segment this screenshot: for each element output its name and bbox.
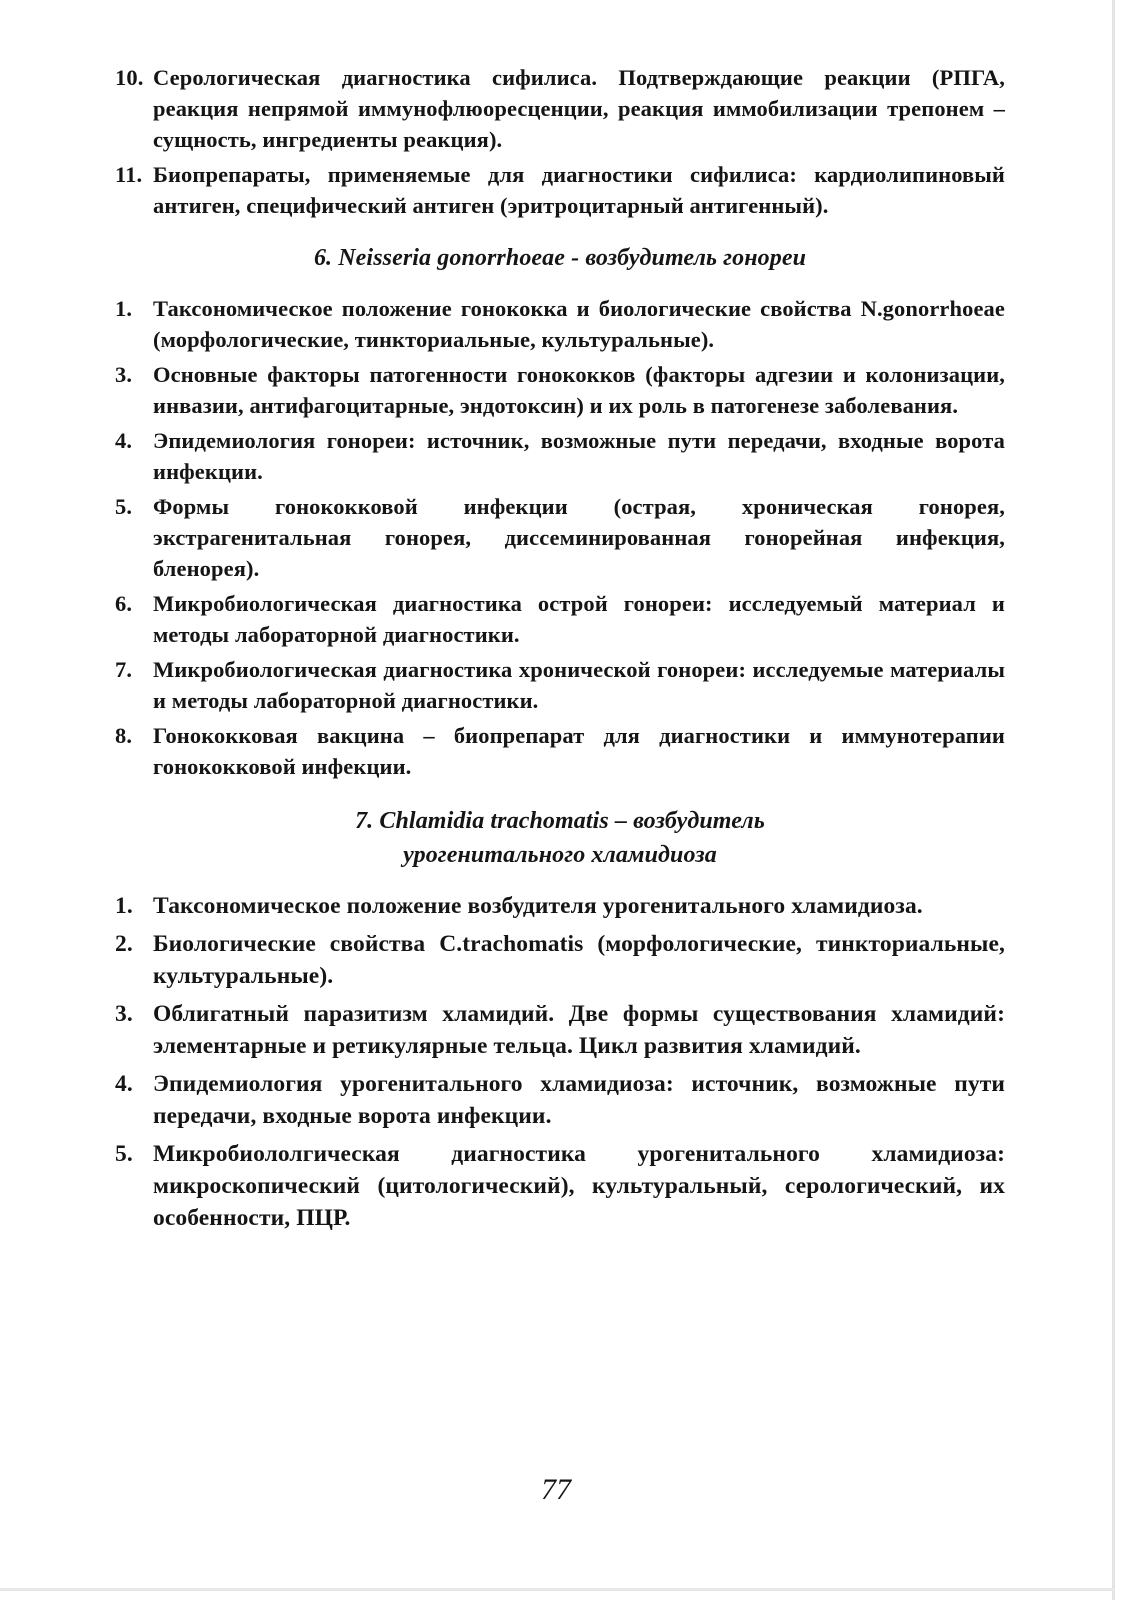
- page-number: 77: [541, 1473, 571, 1506]
- item-number: 6.: [115, 591, 133, 616]
- list-item: [115, 1138, 1005, 1234]
- item-number: 1.: [115, 893, 133, 919]
- list-item: [115, 359, 1005, 421]
- item-number: 2.: [115, 931, 133, 957]
- item-number: 4.: [115, 1071, 133, 1097]
- item-number: 3.: [115, 362, 133, 387]
- list-item: [115, 62, 1005, 155]
- item-text: Облигатный паразитизм хламидий. Две формы существования хламидий: элементарные и ретикулярные тельца. Цикл развития хламидий.: [153, 1001, 1005, 1059]
- item-text: Микробиологическая диагностика острой гонореи: исследуемый материал и методы лабораторной диагностики.: [153, 591, 1005, 647]
- page-content: [115, 62, 1005, 1240]
- item-number: 7.: [115, 657, 133, 682]
- section-heading-6: 6. Neisseria gonorrhoeae - возбудитель гонореи: [313, 245, 807, 271]
- list-item: [115, 293, 1005, 355]
- item-text: Формы гонококковой инфекции (острая, хроническая гонорея, экстрагенитальная гонорея, диссеминированная гонорейная инфекция, бленорея).: [153, 494, 1005, 581]
- item-text: Микробиололгическая диагностика урогенитального хламидиоза: микроскопический (цитологический), культуральный, серологический, их особенности, ПЦР.: [153, 1141, 1005, 1231]
- section-heading-7-line2: урогенитального хламидиоза: [403, 842, 717, 868]
- item-number: 10.: [115, 65, 144, 90]
- list-item: [115, 654, 1005, 716]
- page-edge-right: [1112, 0, 1115, 1600]
- item-number: 8.: [115, 723, 133, 748]
- item-text: Микробиологическая диагностика хронической гонореи: исследуемые материалы и методы лабораторной диагностики.: [153, 657, 1005, 713]
- item-text: Основные факторы патогенности гонококков (факторы адгезии и колонизации, инвазии, антифагоцитарные, эндотоксин) и их роль в патогенезе заболевания.: [153, 362, 1005, 418]
- item-text: Серологическая диагностика сифилиса. Подтверждающие реакции (РПГА, реакция непрямой иммунофлюоресценции, реакция иммобилизации трепонем – сущность, ингредиенты реакция).: [153, 65, 1005, 152]
- item-number: 4.: [115, 428, 133, 453]
- page-edge-bottom: [0, 1588, 1115, 1591]
- list-item: [115, 1068, 1005, 1132]
- section-7-list: [115, 890, 1005, 1234]
- list-item: [115, 425, 1005, 487]
- section-heading-7: [115, 804, 1005, 872]
- item-number: 11.: [115, 162, 143, 187]
- item-number: 5.: [115, 1141, 133, 1167]
- list-item: [115, 720, 1005, 782]
- item-text: Таксономическое положение возбудителя урогенитального хламидиоза.: [153, 893, 923, 919]
- item-text: Гонококковая вакцина – биопрепарат для диагностики и иммунотерапии гонококковой инфекции.: [153, 723, 1005, 779]
- item-text: Эпидемиология урогенитального хламидиоза: источник, возможные пути передачи, входные ворота инфекции.: [153, 1071, 1005, 1129]
- item-text: Биологические свойства C.trachomatis (морфологические, тинкториальные, культуральные).: [153, 931, 1005, 989]
- item-number: 5.: [115, 494, 133, 519]
- list-item: [115, 491, 1005, 584]
- list-item: [115, 928, 1005, 992]
- list-item: [115, 998, 1005, 1062]
- item-number: 1.: [115, 296, 133, 321]
- list-item: [115, 159, 1005, 221]
- item-text: Биопрепараты, применяемые для диагностики сифилиса: кардиолипиновый антиген, специфический антиген (эритроцитарный антигенный).: [153, 162, 1005, 218]
- section-heading-7-line1: 7. Chlamidia trachomatis – возбудитель: [355, 808, 765, 834]
- list-item: [115, 890, 1005, 922]
- item-text: Эпидемиология гонореи: источник, возможные пути передачи, входные ворота инфекции.: [153, 428, 1005, 484]
- item-number: 3.: [115, 1001, 133, 1027]
- list-item: [115, 588, 1005, 650]
- item-text: Таксономическое положение гонококка и биологические свойства N.gonorrhoeae (морфологические, тинкториальные, культуральные).: [153, 296, 1005, 352]
